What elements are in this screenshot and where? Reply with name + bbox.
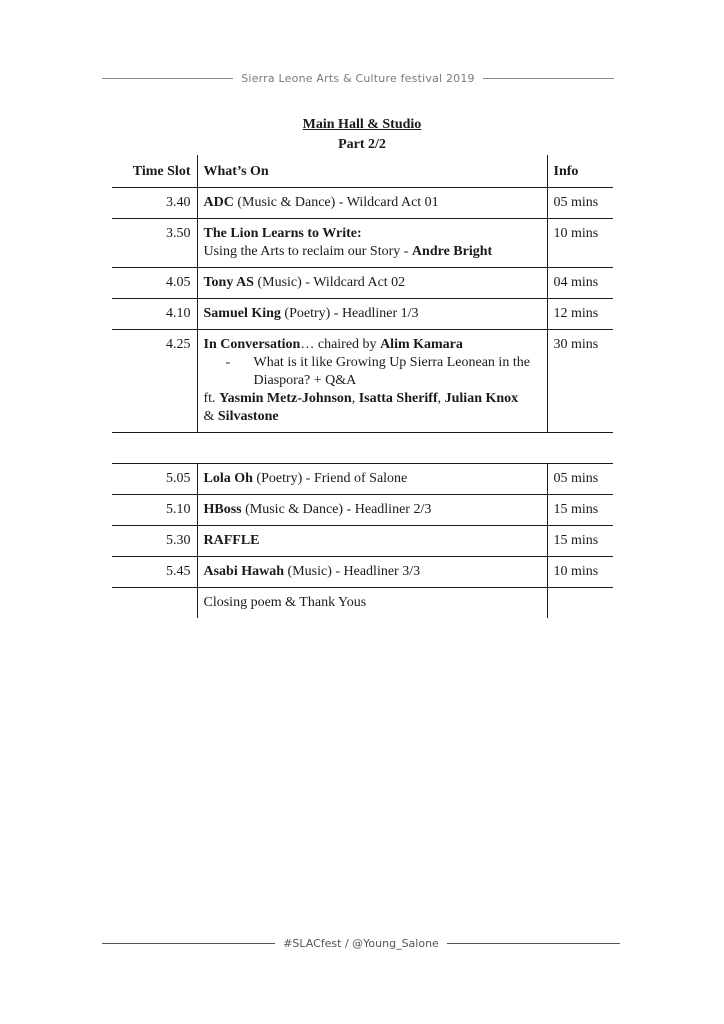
table-header-row — [112, 155, 613, 188]
event-cell — [197, 464, 547, 495]
duration-cell: 05 mins — [547, 464, 613, 495]
event-cell — [197, 268, 547, 299]
table-row — [112, 330, 613, 433]
table-row — [112, 268, 613, 299]
featuring-prefix: ft. — [203, 391, 220, 406]
act-name: ADC — [203, 195, 234, 210]
table-row — [112, 464, 613, 495]
bullet-dash: - — [225, 355, 231, 370]
table-row — [112, 557, 613, 588]
table-row — [112, 219, 613, 268]
event-cell — [197, 495, 547, 526]
act-name: The Lion Learns to Write: — [203, 226, 362, 241]
act-name: In Conversation — [203, 337, 301, 352]
act-name: HBoss — [203, 502, 242, 517]
act-description: (Poetry) - Headliner 1/3 — [280, 306, 419, 321]
time-cell: 4.25 — [112, 330, 197, 433]
time-cell: 5.45 — [112, 557, 197, 588]
time-cell: 4.05 — [112, 268, 197, 299]
event-cell — [197, 557, 547, 588]
act-name: RAFFLE — [203, 533, 260, 548]
event-cell — [197, 526, 547, 557]
chair-name: Alim Kamara — [380, 337, 463, 352]
ampersand: & — [203, 409, 218, 424]
duration-cell: 04 mins — [547, 268, 613, 299]
time-cell: 5.10 — [112, 495, 197, 526]
footer-rule-left — [102, 943, 275, 944]
act-name: Lola Oh — [203, 471, 253, 486]
header-rule-left — [102, 78, 233, 79]
table-row — [112, 299, 613, 330]
time-cell — [112, 588, 197, 619]
header-rule-right — [483, 78, 614, 79]
topic-text: What is it like Growing Up Sierra Leonean in the Diaspora? + Q&A — [253, 355, 530, 388]
act-name: Asabi Hawah — [203, 564, 285, 579]
act-description: … chaired by — [300, 337, 381, 352]
event-cell — [197, 299, 547, 330]
time-cell: 3.50 — [112, 219, 197, 268]
col-header-info: Info — [547, 155, 613, 188]
duration-cell: 10 mins — [547, 557, 613, 588]
act-name: Tony AS — [203, 275, 254, 290]
table-row — [112, 495, 613, 526]
act-description: (Music & Dance) - Headliner 2/3 — [241, 502, 432, 517]
spacer-cell — [112, 433, 613, 464]
act-description: (Poetry) - Friend of Salone — [252, 471, 408, 486]
footer-rule-right — [447, 943, 620, 944]
guest-name: Julian Knox — [444, 391, 519, 406]
section-part: Part 2/2 — [338, 137, 386, 152]
topic-bullet — [204, 354, 547, 390]
duration-cell: 15 mins — [547, 526, 613, 557]
time-cell: 3.40 — [112, 188, 197, 219]
table-row — [112, 188, 613, 219]
time-cell: 4.10 — [112, 299, 197, 330]
guest-name: Yasmin Metz-Johnson — [219, 391, 352, 406]
duration-cell: 15 mins — [547, 495, 613, 526]
separator: , — [351, 391, 359, 406]
page-header — [102, 68, 614, 88]
guest-name: Silvastone — [217, 409, 279, 424]
act-description: (Music) - Wildcard Act 02 — [253, 275, 406, 290]
event-cell: Closing poem & Thank Yous — [197, 588, 547, 619]
duration-cell: 30 mins — [547, 330, 613, 433]
time-cell: 5.30 — [112, 526, 197, 557]
event-cell — [197, 188, 547, 219]
table-spacer-row — [112, 433, 613, 464]
act-name: Samuel King — [203, 306, 281, 321]
event-cell — [197, 219, 547, 268]
act-description: (Music) - Headliner 3/3 — [284, 564, 421, 579]
table-row — [112, 588, 613, 619]
page-footer — [102, 933, 620, 953]
duration-cell: 12 mins — [547, 299, 613, 330]
guest-name: Isatta Sheriff — [358, 391, 438, 406]
duration-cell — [547, 588, 613, 619]
performer-name: Andre Bright — [411, 244, 493, 259]
section-title: Main Hall & Studio — [302, 117, 422, 132]
col-header-whats-on: What’s On — [197, 155, 547, 188]
table-row — [112, 526, 613, 557]
footer-text: #SLACfest / @Young_Salone — [283, 936, 439, 950]
separator: , — [437, 391, 445, 406]
act-description: (Music & Dance) - Wildcard Act 01 — [233, 195, 439, 210]
duration-cell: 05 mins — [547, 188, 613, 219]
header-text: Sierra Leone Arts & Culture festival 2019 — [241, 71, 475, 85]
schedule-table — [112, 155, 613, 618]
event-cell — [197, 330, 547, 433]
time-cell: 5.05 — [112, 464, 197, 495]
col-header-time-slot: Time Slot — [112, 155, 197, 188]
duration-cell: 10 mins — [547, 219, 613, 268]
act-description: Using the Arts to reclaim our Story - — [203, 244, 412, 259]
